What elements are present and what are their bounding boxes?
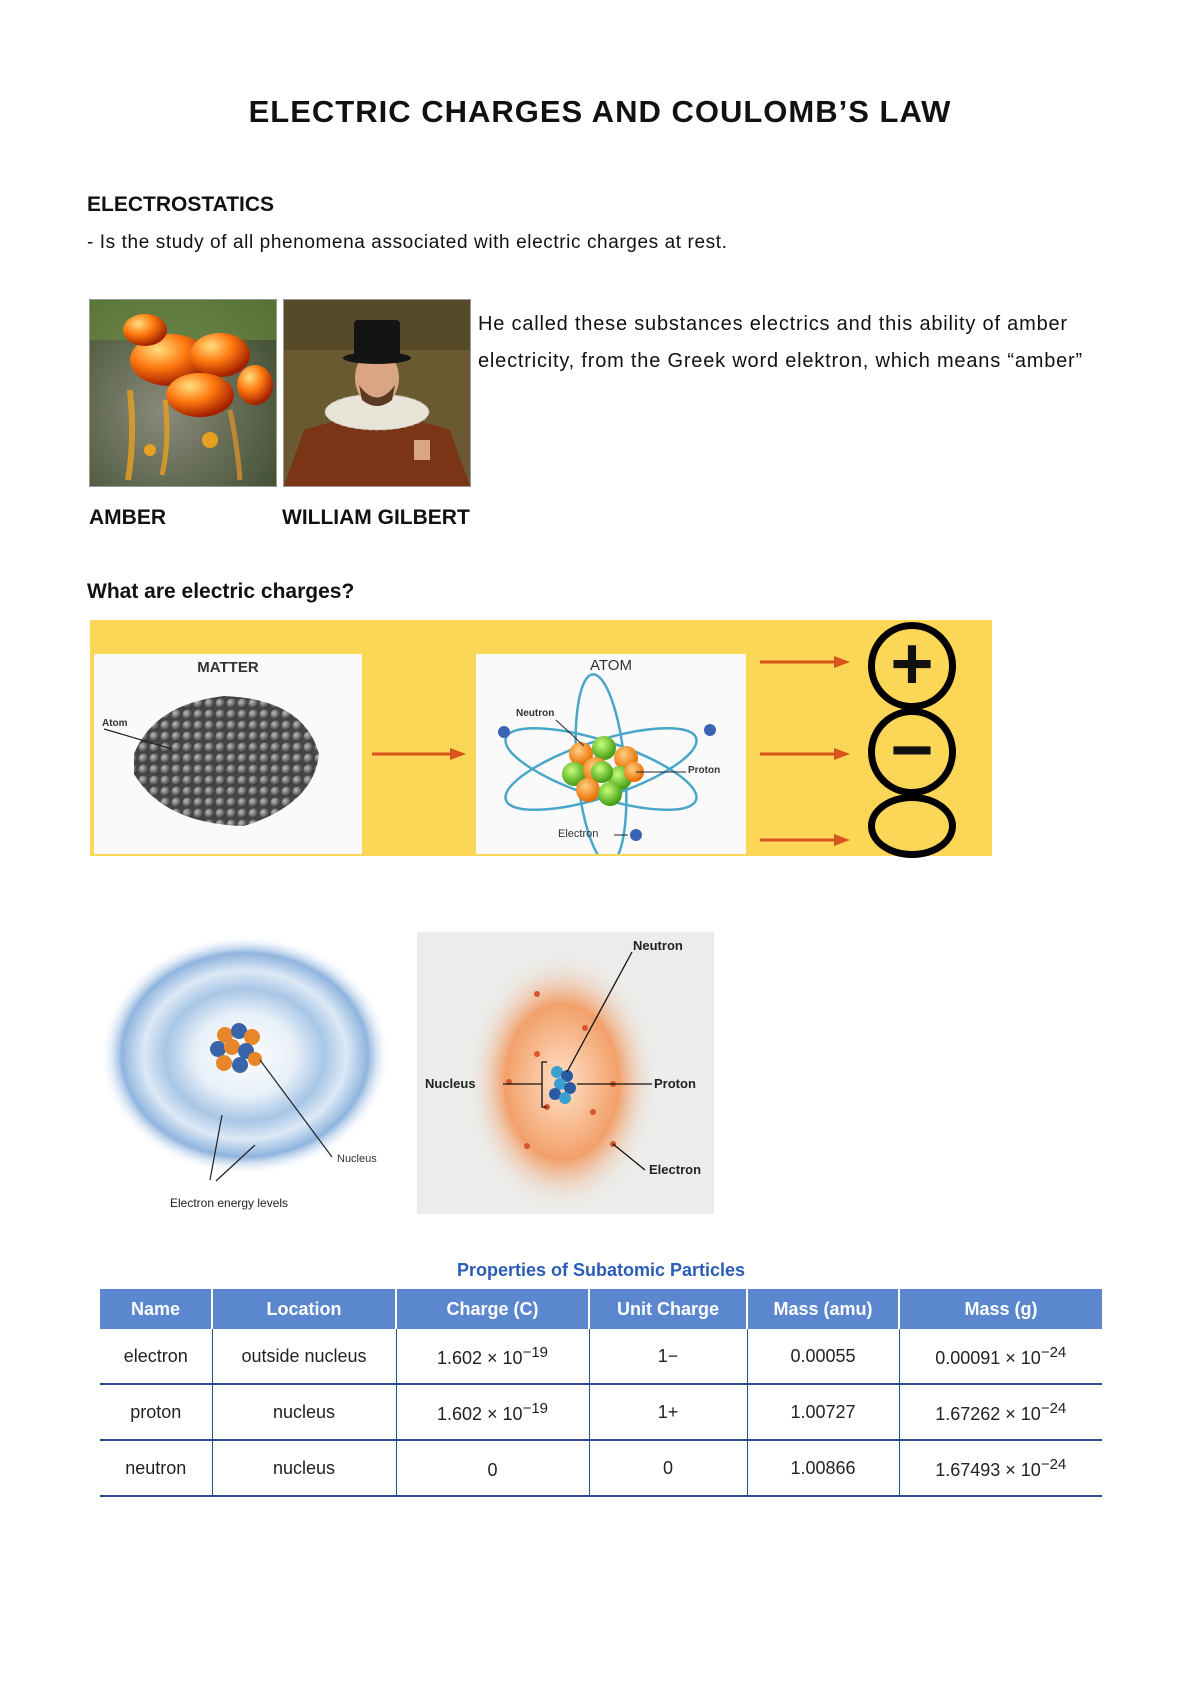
- matter-atom-charge-diagram: [90, 620, 992, 856]
- header-mass-g: Mass (g): [899, 1289, 1102, 1329]
- nucleus-label: Nucleus: [337, 1153, 377, 1165]
- positive-charge-icon: +: [868, 622, 956, 710]
- subatomic-particles-table: [100, 1289, 1102, 1497]
- cell-name: neutron: [100, 1440, 212, 1496]
- cell-location: nucleus: [212, 1384, 396, 1440]
- mass-g-base: 1.67493 × 10: [935, 1459, 1041, 1480]
- atom-panel: [476, 654, 746, 854]
- table-header-row: [100, 1289, 1102, 1329]
- cell-charge: [396, 1329, 589, 1384]
- electron-energy-levels-label: Electron energy levels: [170, 1196, 289, 1210]
- gilbert-description: He called these substances electrics and this ability of amber electricity, from the Greek word elektron, which means “amber”: [478, 313, 1083, 372]
- fig2-electron-label: Electron: [649, 1162, 702, 1177]
- mass-g-base: 0.00091 × 10: [935, 1347, 1041, 1368]
- table-row: [100, 1440, 1102, 1496]
- fig2-proton-label: Proton: [654, 1076, 696, 1091]
- neutral-charge-icon: [868, 794, 956, 858]
- table-row: [100, 1384, 1102, 1440]
- cell-mass-g: [899, 1384, 1102, 1440]
- cell-location: nucleus: [212, 1440, 396, 1496]
- matter-panel: [94, 654, 362, 854]
- charge-base: 1.602 × 10: [436, 1403, 523, 1424]
- arrow-to-neutral: [758, 830, 854, 850]
- william-gilbert-portrait: [283, 299, 471, 487]
- cell-charge: [396, 1384, 589, 1440]
- electrostatics-definition: - Is the study of all phenomena associated with electric charges at rest.: [87, 232, 728, 253]
- charge-base: 1.602 × 10: [436, 1347, 523, 1368]
- charge-exponent: −19: [522, 1399, 549, 1417]
- electron-label: Electron: [558, 828, 599, 840]
- cell-mass-g: [899, 1329, 1102, 1384]
- arrow-to-positive: [758, 652, 854, 672]
- fig2-neutron-label: Neutron: [633, 938, 683, 953]
- mass-g-exponent: −24: [1040, 1399, 1067, 1417]
- table-row: [100, 1329, 1102, 1384]
- matter-label: MATTER: [197, 659, 259, 676]
- cell-name: electron: [100, 1329, 212, 1384]
- cell-unit-charge: 0: [589, 1440, 747, 1496]
- electric-charges-question: What are electric charges?: [87, 580, 355, 603]
- arrow-matter-to-atom: [370, 744, 470, 764]
- header-mass-amu: Mass (amu): [747, 1289, 899, 1329]
- header-charge: Charge (C): [396, 1289, 589, 1329]
- cell-mass-g: [899, 1440, 1102, 1496]
- header-name: Name: [100, 1289, 212, 1329]
- cell-mass-amu: 1.00866: [747, 1440, 899, 1496]
- charge-base: 0: [487, 1459, 498, 1480]
- amber-caption: AMBER: [89, 506, 166, 529]
- negative-charge-icon: −: [868, 708, 956, 796]
- cell-location: outside nucleus: [212, 1329, 396, 1384]
- header-location: Location: [212, 1289, 396, 1329]
- neutron-label: Neutron: [516, 708, 555, 719]
- william-gilbert-caption: WILLIAM GILBERT: [282, 506, 470, 529]
- electron-energy-levels-figure: [100, 935, 400, 1215]
- electrostatics-heading: ELECTROSTATICS: [87, 193, 275, 216]
- atom-label: ATOM: [590, 657, 632, 674]
- atom-pointer-label: Atom: [102, 718, 128, 729]
- cell-unit-charge: 1+: [589, 1384, 747, 1440]
- mass-g-exponent: −24: [1040, 1455, 1067, 1473]
- cell-charge: [396, 1440, 589, 1496]
- cell-mass-amu: 1.00727: [747, 1384, 899, 1440]
- fig2-nucleus-label: Nucleus: [425, 1076, 476, 1091]
- arrow-to-negative: [758, 744, 854, 764]
- proton-label: Proton: [688, 765, 721, 776]
- charge-exponent: −19: [522, 1343, 549, 1361]
- document-title: ELECTRIC CHARGES AND COULOMB’S LAW: [248, 94, 952, 129]
- table-title: Properties of Subatomic Particles: [456, 1260, 746, 1280]
- cell-name: proton: [100, 1384, 212, 1440]
- cell-unit-charge: 1−: [589, 1329, 747, 1384]
- nucleus-cloud-figure: [417, 932, 714, 1214]
- mass-g-base: 1.67262 × 10: [935, 1403, 1041, 1424]
- amber-photo: [89, 299, 277, 487]
- mass-g-exponent: −24: [1040, 1343, 1067, 1361]
- header-unit-charge: Unit Charge: [589, 1289, 747, 1329]
- cell-mass-amu: 0.00055: [747, 1329, 899, 1384]
